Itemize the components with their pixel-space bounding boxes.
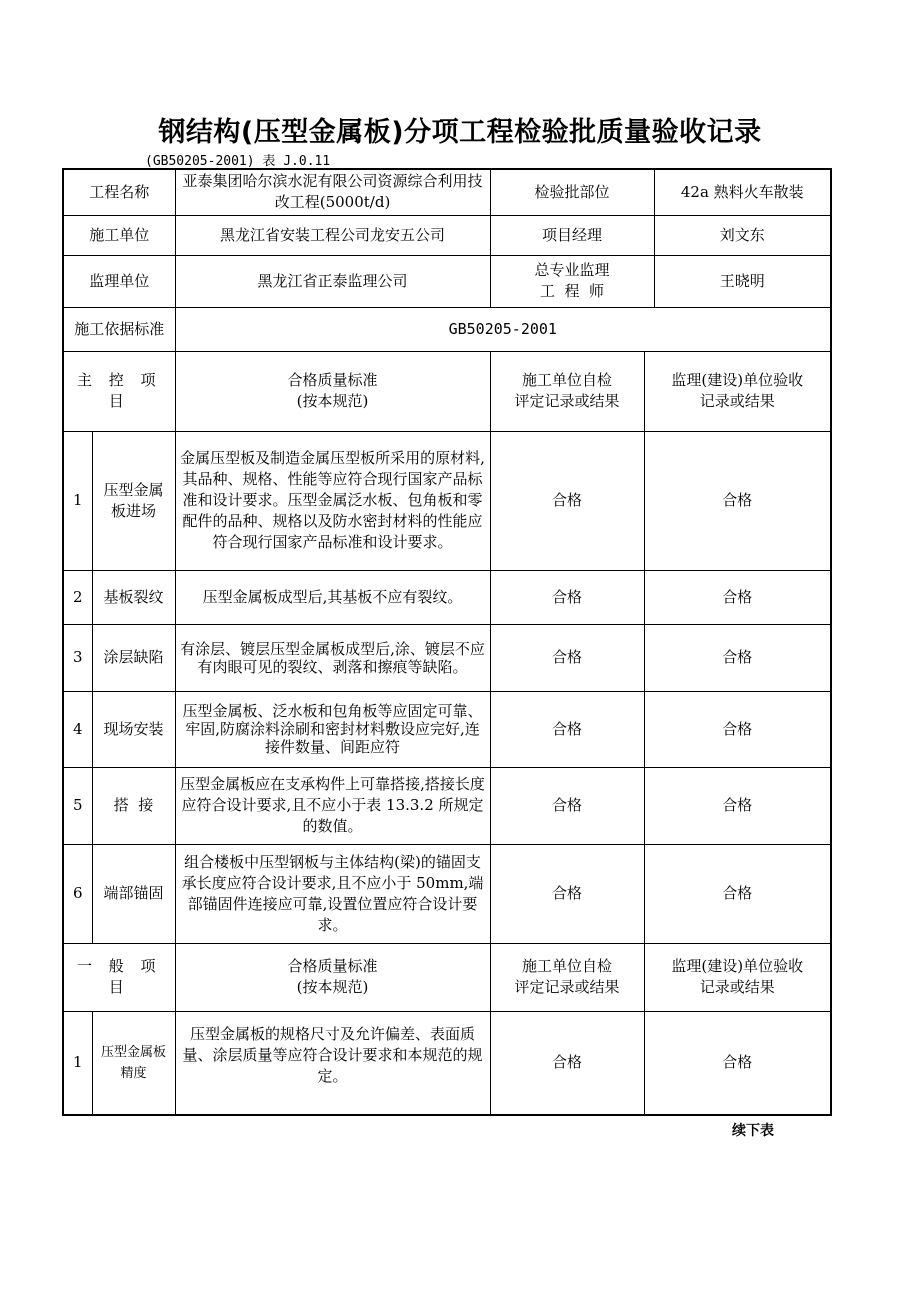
item-number: 5 xyxy=(63,767,92,844)
main-item-row xyxy=(63,844,831,943)
general-self-check-header-line2: 评定记录或结果 xyxy=(514,978,620,996)
main-item-row xyxy=(63,570,831,624)
general-supervision-header xyxy=(644,943,831,1011)
general-standard-header xyxy=(175,943,490,1011)
project-manager-value: 刘文东 xyxy=(654,215,831,255)
item-supervision: 合格 xyxy=(644,431,831,570)
general-items-header-row xyxy=(63,943,831,1011)
basis-value: GB50205-2001 xyxy=(175,307,831,351)
project-manager-label: 项目经理 xyxy=(490,215,654,255)
item-self-check: 合格 xyxy=(490,431,644,570)
main-self-check-header-line1: 施工单位自检 xyxy=(522,371,613,389)
basis-row xyxy=(63,307,831,351)
main-self-check-header-line2: 评定记录或结果 xyxy=(514,392,620,410)
item-standard: 压型金属板的规格尺寸及允许偏差、表面质量、涂层质量等应符合设计要求和本规范的规定。 xyxy=(175,1011,490,1115)
general-self-check-header-line1: 施工单位自检 xyxy=(522,957,613,975)
main-supervision-header xyxy=(644,351,831,431)
item-name-text: 搭 接 xyxy=(113,796,154,814)
main-self-check-header xyxy=(490,351,644,431)
continued-note: 续下表 xyxy=(732,1123,774,1139)
project-row xyxy=(63,169,831,215)
general-item-row xyxy=(63,1011,831,1115)
item-supervision: 合格 xyxy=(644,767,831,844)
item-supervision: 合格 xyxy=(644,570,831,624)
item-number: 2 xyxy=(63,570,92,624)
item-number: 3 xyxy=(63,624,92,691)
main-items-header-row xyxy=(63,351,831,431)
item-self-check: 合格 xyxy=(490,1011,644,1115)
item-standard: 组合楼板中压型钢板与主体结构(梁)的锚固支承长度应符合设计要求,且不应小于 50mm,端部锚固件连接应可靠,设置位置应符合设计要求。 xyxy=(175,844,490,943)
main-supervision-header-line2: 记录或结果 xyxy=(699,392,775,410)
item-supervision: 合格 xyxy=(644,691,831,767)
chief-engineer-value: 王晓明 xyxy=(654,255,831,307)
item-self-check: 合格 xyxy=(490,691,644,767)
basis-label: 施工依据标准 xyxy=(63,307,175,351)
item-standard: 金属压型板及制造金属压型板所采用的原材料,其品种、规格、性能等应符合现行国家产品标准和设计要求。压型金属泛水板、包角板和零配件的品种、规格以及防水密封材料的性能应符合现行国家产品标准和设计要求。 xyxy=(175,431,490,570)
inspection-table xyxy=(62,168,832,1116)
supervisor-label: 监理单位 xyxy=(63,255,175,307)
batch-part-value: 42a 熟料火车散装 xyxy=(654,169,831,215)
main-item-row xyxy=(63,691,831,767)
item-name: 现场安装 xyxy=(92,691,175,767)
item-name: 涂层缺陷 xyxy=(92,624,175,691)
supervisor-row xyxy=(63,255,831,307)
item-standard: 有涂层、镀层压型金属板成型后,涂、镀层不应有肉眼可见的裂纹、剥落和擦痕等缺陷。 xyxy=(175,624,490,691)
chief-engineer-label-line2: 工 程 师 xyxy=(539,282,605,300)
main-supervision-header-line1: 监理(建设)单位验收 xyxy=(671,371,804,389)
main-standard-header-line1: 合格质量标准 xyxy=(287,371,378,389)
general-self-check-header xyxy=(490,943,644,1011)
item-supervision: 合格 xyxy=(644,1011,831,1115)
item-name xyxy=(92,767,175,844)
contractor-value: 黑龙江省安装工程公司龙安五公司 xyxy=(175,215,490,255)
batch-part-label: 检验批部位 xyxy=(490,169,654,215)
main-item-row xyxy=(63,624,831,691)
form-title: 钢结构(压型金属板)分项工程检验批质量验收记录 xyxy=(158,117,762,148)
item-number: 1 xyxy=(63,1011,92,1115)
general-standard-header-line2: (按本规范) xyxy=(296,978,369,996)
item-standard: 压型金属板、泛水板和包角板等应固定可靠、牢固,防腐涂料涂刷和密封材料敷设应完好,连接件数量、间距应符 xyxy=(175,691,490,767)
item-self-check: 合格 xyxy=(490,844,644,943)
main-items-header: 主 控 项 目 xyxy=(63,351,175,431)
general-supervision-header-line2: 记录或结果 xyxy=(699,978,775,996)
contractor-label: 施工单位 xyxy=(63,215,175,255)
item-name: 压型金属板进场 xyxy=(92,431,175,570)
project-name-value: 亚泰集团哈尔滨水泥有限公司资源综合利用技改工程(5000t/d) xyxy=(175,169,490,215)
form-subtitle: (GB50205-2001) 表 J.0.11 xyxy=(145,154,331,169)
supervisor-value: 黑龙江省正泰监理公司 xyxy=(175,255,490,307)
general-supervision-header-line1: 监理(建设)单位验收 xyxy=(671,957,804,975)
general-standard-header-line1: 合格质量标准 xyxy=(287,957,378,975)
chief-engineer-label xyxy=(490,255,654,307)
contractor-row xyxy=(63,215,831,255)
item-number: 4 xyxy=(63,691,92,767)
item-name: 端部锚固 xyxy=(92,844,175,943)
main-item-row xyxy=(63,431,831,570)
item-self-check: 合格 xyxy=(490,624,644,691)
general-items-header: 一 般 项 目 xyxy=(63,943,175,1011)
item-number: 1 xyxy=(63,431,92,570)
main-item-row xyxy=(63,767,831,844)
item-self-check: 合格 xyxy=(490,570,644,624)
item-supervision: 合格 xyxy=(644,844,831,943)
item-self-check: 合格 xyxy=(490,767,644,844)
project-name-label: 工程名称 xyxy=(63,169,175,215)
main-standard-header xyxy=(175,351,490,431)
item-standard: 压型金属板应在支承构件上可靠搭接,搭接长度应符合设计要求,且不应小于表 13.3.2 所规定的数值。 xyxy=(175,767,490,844)
item-supervision: 合格 xyxy=(644,624,831,691)
item-standard: 压型金属板成型后,其基板不应有裂纹。 xyxy=(175,570,490,624)
item-name: 压型金属板精度 xyxy=(92,1011,175,1115)
main-standard-header-line2: (按本规范) xyxy=(296,392,369,410)
chief-engineer-label-line1: 总专业监理 xyxy=(534,261,610,279)
item-name: 基板裂纹 xyxy=(92,570,175,624)
item-number: 6 xyxy=(63,844,92,943)
